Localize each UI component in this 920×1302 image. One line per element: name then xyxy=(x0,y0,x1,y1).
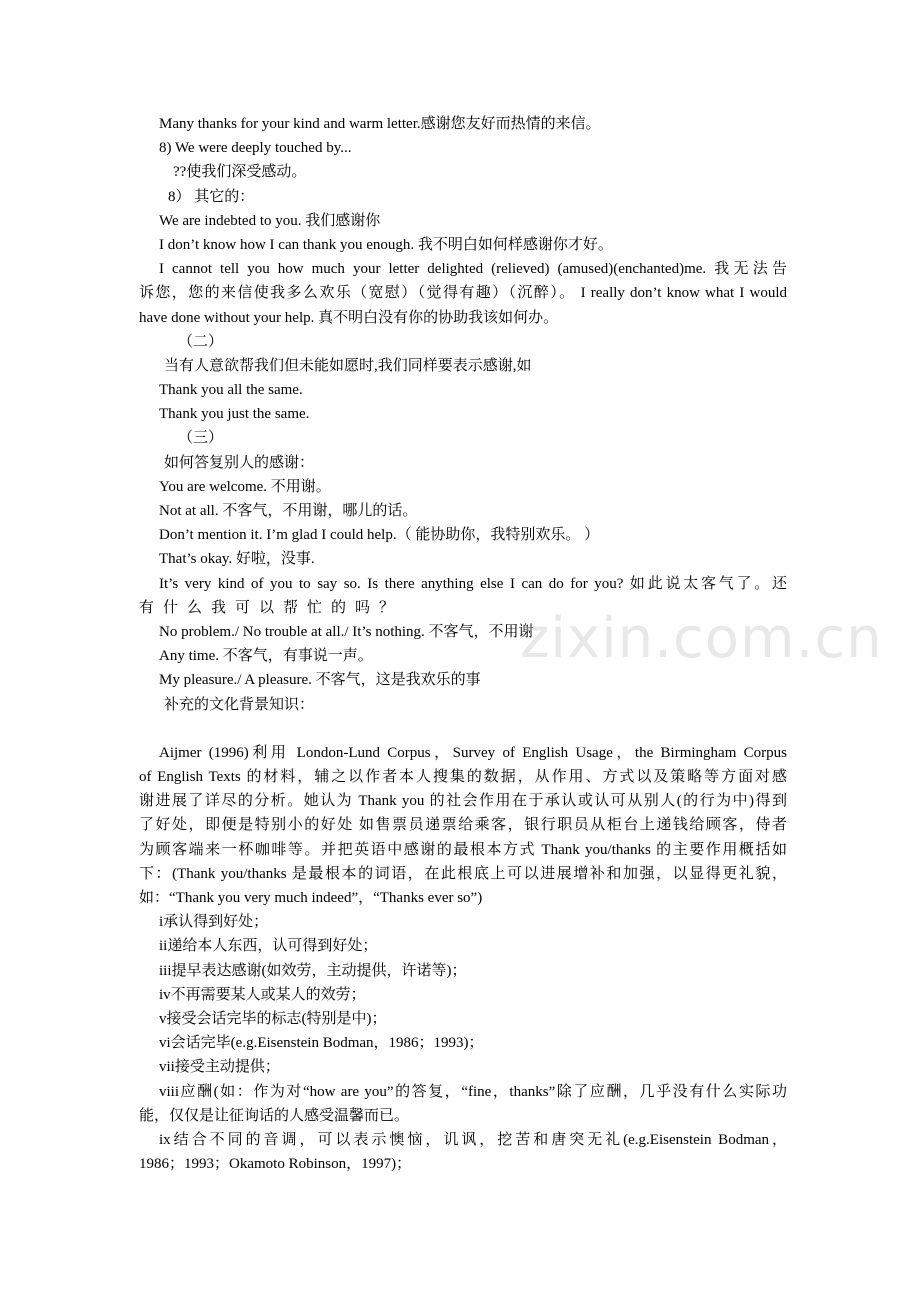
text-line: 有 什 么 我 可 以 帮 忙 的 吗 ？ xyxy=(139,599,394,616)
watermark: zixin.com.cn xyxy=(520,606,883,671)
text-line: ??使我们深受感动。 xyxy=(173,164,307,181)
list-item: vii接受主动提供； xyxy=(159,1059,280,1076)
text-line: My pleasure./ A pleasure. 不客气，这是我欢乐的事 xyxy=(159,672,481,689)
text-line: I don’t know how I can thank you enough. 我不明白如何样感谢你才好。 xyxy=(159,236,613,253)
text-line: 了好处，即便是特别小的好处 如售票员递票给乘客，银行职员从柜台上递钱给顾客，侍者 xyxy=(139,817,787,834)
list-item: iv不再需要某人或某人的效劳； xyxy=(159,986,366,1003)
text-line: I cannot tell you how much your letter delighted (relieved) (amused)(enchanted)me. 我无法告 xyxy=(159,261,787,278)
list-item: viii应酬(如：作为对“how are you”的答复，“fine，thanks”除了应酬，几乎没有什么实际功 xyxy=(159,1083,787,1100)
text-line: Any time. 不客气，有事说一声。 xyxy=(159,648,373,665)
text-line: 当有人意欲帮我们但未能如愿时,我们同样要表示感谢,如 xyxy=(164,357,532,374)
text-line: of English Texts 的材料，辅之以作者本人搜集的数据，从作用、方式以及策略等方面对感 xyxy=(139,769,787,786)
text-line: 下：(Thank you/thanks 是最根本的词语，在此根底上可以进展增补和加强，以显得更礼貌， xyxy=(139,865,787,882)
text-line: That’s okay. 好啦，没事. xyxy=(159,551,315,568)
text-line: We are indebted to you. 我们感谢你 xyxy=(159,212,381,229)
section-heading: （二） xyxy=(178,333,224,350)
text-line: 诉您，您的来信使我多么欢乐（宽慰）（觉得有趣）（沉醉）。 I really don’t know what I would xyxy=(139,285,787,302)
text-line: 1986；1993；Okamoto Robinson，1997)； xyxy=(139,1156,412,1173)
text-line: No problem./ No trouble at all./ It’s nothing. 不客气，不用谢 xyxy=(159,623,534,640)
text-line: 能，仅仅是让征询话的人感受温馨而已。 xyxy=(139,1107,410,1124)
text-line: You are welcome. 不用谢。 xyxy=(159,478,331,495)
list-item: vi会话完毕(e.g.Eisenstein Bodman，1986；1993)； xyxy=(159,1035,484,1052)
text-line: Not at all. 不客气，不用谢，哪儿的话。 xyxy=(159,503,418,519)
text-line: Thank you just the same. xyxy=(159,406,310,423)
text-line: 补充的文化背景知识： xyxy=(164,696,315,713)
list-item: i承认得到好处； xyxy=(159,914,269,931)
text-line: Many thanks for your kind and warm letter.感谢您友好而热情的来信。 xyxy=(159,116,601,132)
text-line: 如何答复别人的感谢： xyxy=(164,454,315,471)
text-line: 谢进展了详尽的分析。她认为 Thank you 的社会作用在于承认或认可从别人(的行为中)得到 xyxy=(139,793,787,810)
text-line: Aijmer (1996)利用 London-Lund Corpus，Survey of English Usage，the Birmingham Corpus xyxy=(159,744,787,761)
list-item: v接受会话完毕的标志(特别是中)； xyxy=(159,1010,387,1027)
list-item: ix结合不同的音调，可以表示懊恼，讥讽，挖苦和唐突无礼(e.g.Eisenstein Bodman， xyxy=(159,1131,787,1148)
list-item: ii递给本人东西，认可得到好处； xyxy=(159,938,378,955)
text-line: 如：“Thank you very much indeed”，“Thanks ever so”) xyxy=(139,890,483,906)
text-line: 8) We were deeply touched by... xyxy=(159,140,352,157)
section-heading: （三） xyxy=(178,430,224,447)
text-line: 为顾客端来一杯咖啡等。并把英语中感谢的最根本方式 Thank you/thanks 的主要作用概括如 xyxy=(139,841,787,858)
text-line: It’s very kind of you to say so. Is there anything else I can do for you? 如此说太客气了。还 xyxy=(159,575,787,592)
blank-line xyxy=(139,717,787,741)
text-line: have done without your help. 真不明白没有你的协助我该如何办。 xyxy=(139,309,559,326)
list-item: iii提早表达感谢(如效劳，主动提供，许诺等)； xyxy=(159,962,467,979)
text-line: Thank you all the same. xyxy=(159,382,303,399)
text-line: 8） 其它的： xyxy=(168,188,255,205)
text-line: Don’t mention it. I’m glad I could help.（ 能协助你，我特别欢乐。 ） xyxy=(159,527,600,544)
